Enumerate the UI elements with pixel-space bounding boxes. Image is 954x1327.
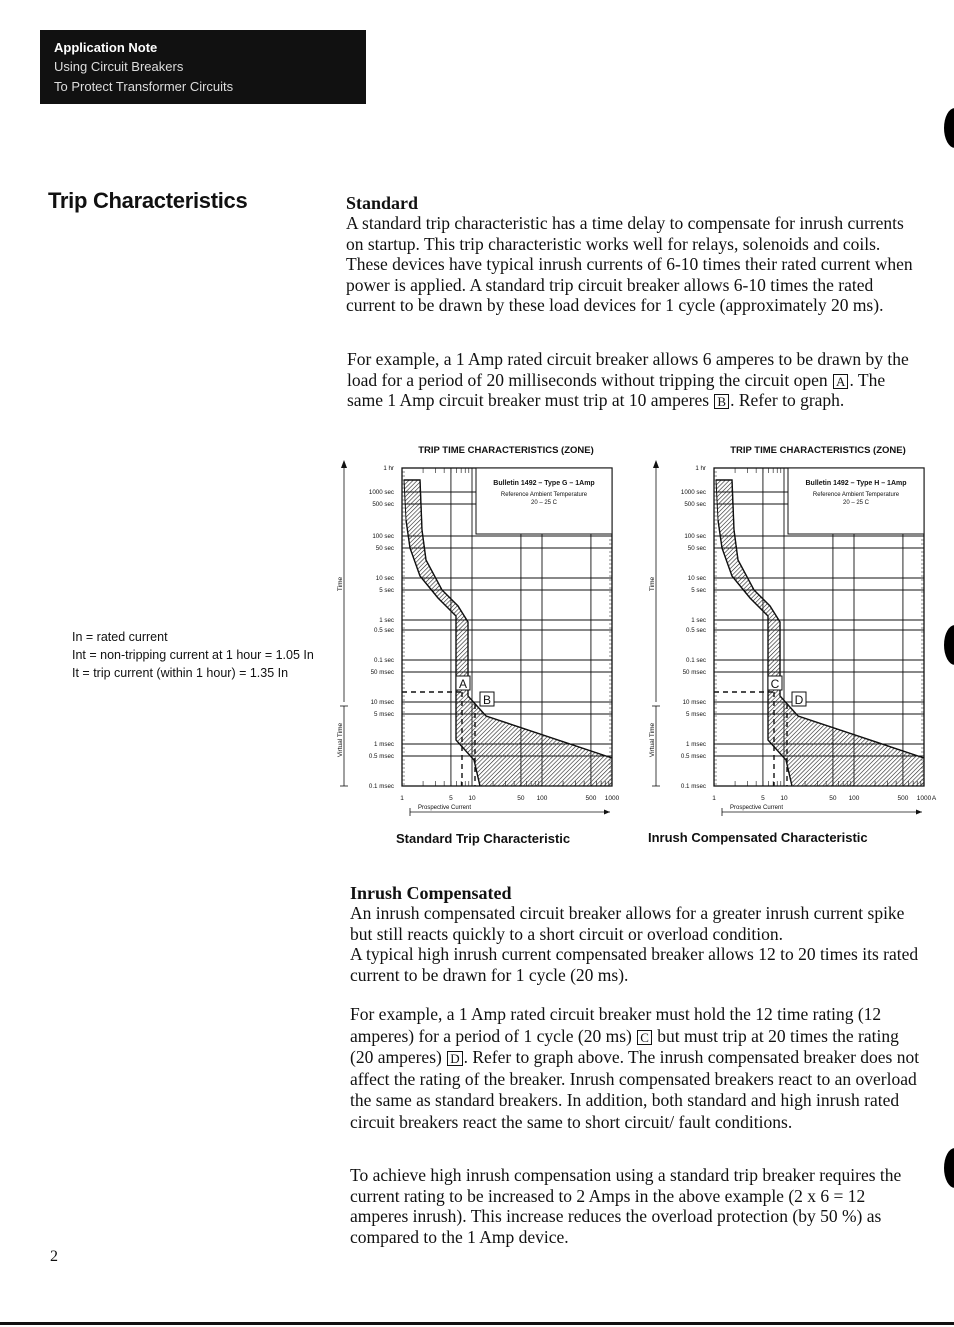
y-tick-label: 1 hr bbox=[383, 465, 394, 472]
y-tick-label: 10 msec bbox=[682, 699, 706, 706]
inrush-paragraph-1 bbox=[350, 903, 920, 985]
marker-b-ref: B bbox=[714, 394, 729, 409]
chart-title: TRIP TIME CHARACTERISTICS (ZONE) bbox=[418, 445, 594, 456]
y-tick-label: 0.5 sec bbox=[374, 627, 394, 634]
standard-paragraph-2 bbox=[347, 349, 925, 411]
virtual-time-axis-label: Virtual Time bbox=[337, 722, 344, 758]
punch-hole-mark bbox=[944, 1148, 954, 1188]
y-tick-label: 5 msec bbox=[686, 711, 706, 718]
standard-heading: Standard bbox=[346, 193, 419, 213]
inrush-para1-text: An inrush compensated circuit breaker allows for a greater inrush current spike but still reacts quickly to a short circuit or overload condition. bbox=[350, 903, 905, 944]
page-bottom-rule bbox=[0, 1322, 954, 1325]
y-tick-label: 50 msec bbox=[370, 669, 394, 676]
y-tick-label: 100 sec bbox=[684, 533, 706, 540]
info-box-title: Bulletin 1492 – Type H – 1Amp bbox=[805, 480, 907, 487]
marker-c-ref: C bbox=[637, 1030, 652, 1045]
x-axis-arrowhead bbox=[604, 810, 610, 815]
x-tick-label: 1000 bbox=[916, 795, 932, 802]
note-non-tripping-current: Int = non-tripping current at 1 hour = 1.05 In bbox=[72, 648, 314, 662]
y-tick-label: 0.1 sec bbox=[374, 657, 394, 664]
y-tick-label: 1 sec bbox=[691, 617, 706, 624]
time-axis-arrowhead bbox=[341, 460, 347, 468]
x-tick-label: 50 bbox=[829, 795, 837, 802]
inrush-para1b-text: A typical high inrush current compensated breaker allows 12 to 20 times its rated current to be drawn for 1 cycle (20 ms). bbox=[350, 944, 919, 985]
header-subtitle-1: Using Circuit Breakers bbox=[54, 59, 184, 74]
y-tick-label: 50 sec bbox=[687, 545, 706, 552]
document-header bbox=[40, 30, 366, 104]
time-axis-label: Time bbox=[649, 576, 656, 592]
standard-para2-text-d: . Refer to graph. bbox=[730, 390, 845, 411]
info-box-temperature: 20 – 25 C bbox=[530, 500, 558, 506]
y-tick-label: 0.1 msec bbox=[680, 783, 706, 790]
y-tick-label: 0.1 sec bbox=[686, 657, 706, 664]
y-tick-label: 50 sec bbox=[375, 545, 394, 552]
x-tick-label: 1000 bbox=[604, 795, 620, 802]
inrush-para2-text-a: For example, a 1 Amp rated circuit breaker must hold the 12 time rating (12 amperes) for a period of 1 cycle (20 ms) bbox=[350, 1004, 882, 1046]
x-axis-label: Prospective Current bbox=[730, 805, 784, 811]
note-rated-current: In = rated current bbox=[72, 630, 168, 644]
page-number: 2 bbox=[50, 1248, 58, 1265]
marker-label: D bbox=[794, 693, 804, 707]
header-title: Application Note bbox=[54, 40, 158, 55]
note-trip-current: It = trip current (within 1 hour) = 1.35 In bbox=[72, 666, 289, 680]
time-axis-arrowhead bbox=[653, 460, 659, 468]
inrush-paragraph-2 bbox=[350, 1004, 924, 1134]
header-subtitle-2: To Protect Transformer Circuits bbox=[54, 79, 234, 94]
virtual-time-axis-label: Virtual Time bbox=[649, 722, 656, 758]
y-tick-label: 500 sec bbox=[372, 501, 394, 508]
x-tick-label: 10 bbox=[468, 795, 476, 802]
x-tick-label: 5 bbox=[449, 795, 453, 802]
x-tick-label: 1 bbox=[400, 795, 404, 802]
y-tick-label: 5 sec bbox=[691, 587, 706, 594]
info-box-title: Bulletin 1492 – Type G – 1Amp bbox=[493, 480, 595, 487]
info-box-subtitle: Reference Ambient Temperature bbox=[812, 492, 900, 498]
x-tick-label: 50 bbox=[517, 795, 525, 802]
standard-para2-text-a: For example, a 1 Amp rated circuit breaker allows 6 amperes to be drawn by the load for a period of 20 milliseconds without tripping the circuit open bbox=[347, 349, 909, 390]
y-tick-label: 5 sec bbox=[379, 587, 394, 594]
x-unit-label: A bbox=[931, 795, 937, 802]
standard-para2-text-c: The same 1 Amp circuit breaker must trip at 10 amperes bbox=[347, 369, 886, 411]
y-tick-label: 1 sec bbox=[379, 617, 394, 624]
inrush-chart-caption: Inrush Compensated Characteristic bbox=[648, 830, 868, 845]
inrush-paragraph-3: To achieve high inrush compensation using a standard trip breaker requires the current rating to be increased to 2 Amps in the above example (2 x 6 = 12 amperes inrush). This increase reduces the overload protection (by 50 %) as compared to the 1 Amp device. bbox=[350, 1165, 902, 1247]
x-tick-label: 10 bbox=[780, 795, 788, 802]
chart-title: TRIP TIME CHARACTERISTICS (ZONE) bbox=[730, 445, 906, 456]
y-tick-label: 500 sec bbox=[684, 501, 706, 508]
y-tick-label: 50 msec bbox=[682, 669, 706, 676]
x-tick-label: 100 bbox=[536, 795, 548, 802]
y-tick-label: 10 sec bbox=[375, 575, 394, 582]
x-tick-label: 5 bbox=[761, 795, 765, 802]
info-box-subtitle: Reference Ambient Temperature bbox=[500, 492, 588, 498]
standard-paragraph-1: A standard trip characteristic has a time delay to compensate for inrush currents on startup. This trip characteristic works well for relays, solenoids and coils. These devices have typical inrush currents of 6-10 times their rated current when power is applied. A standard trip circuit breaker allows 6-10 times the rated current to be drawn by these load devices for 1 cycle (approximately 20 ms). bbox=[346, 213, 913, 316]
x-tick-label: 500 bbox=[585, 795, 597, 802]
y-tick-label: 1 msec bbox=[686, 741, 706, 748]
y-tick-label: 0.5 msec bbox=[368, 753, 394, 760]
x-axis-arrowhead bbox=[916, 810, 922, 815]
y-tick-label: 1 msec bbox=[374, 741, 394, 748]
time-axis-label: Time bbox=[337, 576, 344, 592]
x-axis-label: Prospective Current bbox=[418, 805, 472, 811]
marker-label: C bbox=[770, 677, 780, 691]
standard-para2-text-b: . bbox=[849, 369, 854, 390]
marker-d-ref: D bbox=[447, 1051, 462, 1066]
y-tick-label: 5 msec bbox=[374, 711, 394, 718]
standard-chart-caption: Standard Trip Characteristic bbox=[396, 831, 571, 846]
standard-trip-chart bbox=[330, 440, 630, 820]
inrush-para2-text-b: but must trip at 20 times the rating (20 amperes) bbox=[350, 1025, 899, 1068]
x-tick-label: 1 bbox=[712, 795, 716, 802]
y-tick-label: 0.5 msec bbox=[680, 753, 706, 760]
marker-label: A bbox=[458, 677, 468, 691]
y-tick-label: 10 msec bbox=[370, 699, 394, 706]
x-tick-label: 100 bbox=[848, 795, 860, 802]
inrush-compensated-chart bbox=[642, 440, 942, 820]
x-tick-label: 500 bbox=[897, 795, 909, 802]
y-tick-label: 0.1 msec bbox=[368, 783, 394, 790]
y-tick-label: 10 sec bbox=[687, 575, 706, 582]
y-tick-label: 1000 sec bbox=[368, 489, 394, 496]
punch-hole-mark bbox=[944, 108, 954, 148]
y-tick-label: 1 hr bbox=[695, 465, 706, 472]
inrush-para2-text-c: . Refer to graph above. The inrush compensated breaker does not affect the rating of the breaker. Inrush compensated breakers react to an overload the same as standard breakers. In addition, both standard and high inrush rated circuit breakers react the same to short circuit/ fault conditions. bbox=[350, 1047, 920, 1132]
y-tick-label: 1000 sec bbox=[680, 489, 706, 496]
y-tick-label: 100 sec bbox=[372, 533, 394, 540]
section-title: Trip Characteristics bbox=[48, 188, 248, 213]
punch-hole-mark bbox=[944, 625, 954, 665]
inrush-heading: Inrush Compensated bbox=[350, 883, 512, 903]
info-box-temperature: 20 – 25 C bbox=[842, 500, 870, 506]
marker-label: B bbox=[482, 693, 492, 707]
rating-notes bbox=[72, 628, 314, 682]
marker-a-ref: A bbox=[833, 374, 848, 389]
y-tick-label: 0.5 sec bbox=[686, 627, 706, 634]
